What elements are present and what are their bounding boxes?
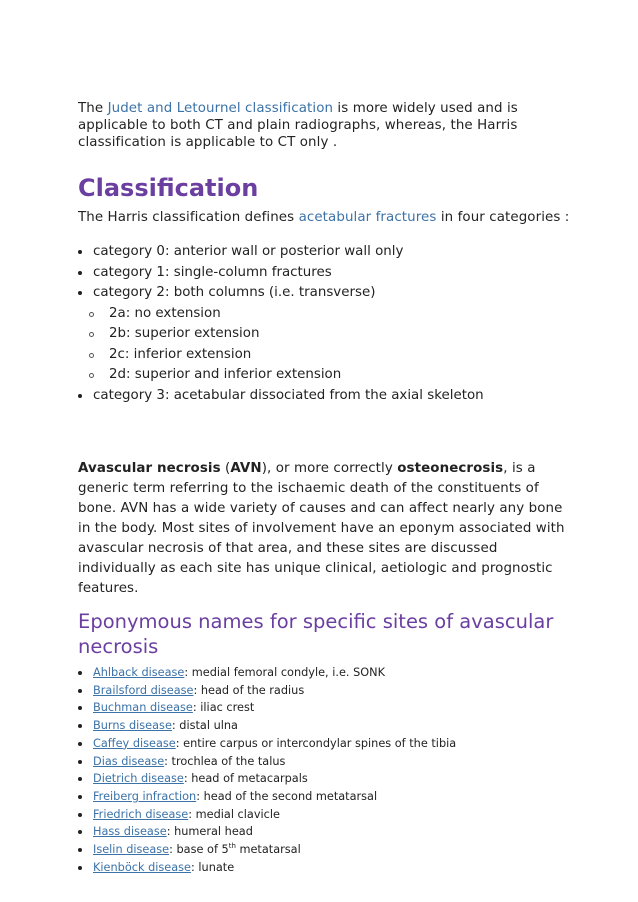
eponym-list xyxy=(78,664,578,876)
list-item xyxy=(78,859,578,877)
avn-text: , is a generic term referring to the ischaemic death of the constituents of bone. AVN has a wide variety of causes and can affect nearly any bone in the body. Most sites of involvement have an eponym associated with avascular necrosis of that area, and these sites are discussed individually as each site has unique clinical, aetiologic and prognostic features. xyxy=(78,461,565,596)
list-item: category 2: both columns (i.e. transverse) xyxy=(78,283,578,304)
burns-disease-link[interactable]: Burns disease xyxy=(93,719,172,733)
iselin-disease-link[interactable]: Iselin disease xyxy=(93,843,170,857)
eponym-description: : head of the radius xyxy=(193,683,305,697)
list-item xyxy=(78,664,578,682)
list-item xyxy=(78,770,578,788)
judet-letournel-link[interactable]: Judet and Letournel classification xyxy=(107,101,334,116)
eponym-description: : entire carpus or intercondylar spines of the tibia xyxy=(175,736,457,750)
freiberg-infraction-link[interactable]: Freiberg infraction xyxy=(93,789,197,803)
eponym-description: : iliac crest xyxy=(192,701,255,715)
avn-term: Avascular necrosis xyxy=(78,461,221,476)
list-item: category 1: single-column fractures xyxy=(78,263,578,284)
document-page xyxy=(78,100,578,876)
buchman-disease-link[interactable]: Buchman disease xyxy=(93,701,193,715)
intro-text-end: is more widely used and is applicable to both CT and plain radiographs, whereas, the Harris classification is applicable to CT only . xyxy=(78,101,518,150)
brailsford-disease-link[interactable]: Brailsford disease xyxy=(93,683,194,697)
list-item: category 0: anterior wall or posterior wall only xyxy=(78,242,578,263)
eponym-description: : medial femoral condyle, i.e. SONK xyxy=(184,666,386,679)
eponym-description: : head of the second metatarsal xyxy=(196,789,378,803)
eponym-description: : humeral head xyxy=(166,825,253,839)
list-item xyxy=(78,699,578,717)
list-item xyxy=(78,788,578,806)
avn-text: ), or more correctly xyxy=(261,461,398,476)
friedrich-disease-link[interactable]: Friedrich disease xyxy=(93,807,189,821)
kienbock-disease-link[interactable]: Kienböck disease xyxy=(93,860,191,874)
list-item xyxy=(78,823,578,841)
avn-abbreviation: AVN xyxy=(230,461,262,476)
list-item xyxy=(78,806,578,824)
lead-text-start: The Harris classification defines xyxy=(78,210,299,225)
sub-list-item: 2a: no extension xyxy=(78,304,578,325)
intro-paragraph xyxy=(78,100,578,151)
list-item xyxy=(78,753,578,771)
sub-list-item: 2b: superior extension xyxy=(78,324,578,345)
classification-heading: Classification xyxy=(78,174,259,202)
list-item xyxy=(78,682,578,700)
sub-list-item: 2d: superior and inferior extension xyxy=(78,365,578,386)
eponym-description: metatarsal xyxy=(235,843,301,857)
list-item xyxy=(78,735,578,753)
avn-paragraph xyxy=(78,459,578,599)
classification-lead xyxy=(78,209,578,226)
ordinal-superscript: th xyxy=(228,842,236,851)
intro-text-start: The xyxy=(78,101,108,116)
dias-disease-link[interactable]: Dias disease xyxy=(93,754,165,768)
avn-text: ( xyxy=(220,461,231,476)
eponym-description: : base of 5 xyxy=(169,843,229,857)
lead-text-end: in four categories : xyxy=(436,210,570,225)
ahlback-disease-link[interactable]: Ahlback disease xyxy=(93,666,185,679)
harris-category-list xyxy=(78,242,578,406)
list-item xyxy=(78,717,578,735)
hass-disease-link[interactable]: Hass disease xyxy=(93,825,167,839)
eponym-description: : trochlea of the talus xyxy=(164,754,286,768)
sub-list-item: 2c: inferior extension xyxy=(78,345,578,366)
list-item: category 3: acetabular dissociated from the axial skeleton xyxy=(78,386,578,407)
acetabular-fractures-link[interactable]: acetabular fractures xyxy=(298,210,437,225)
eponym-description: : distal ulna xyxy=(171,719,238,733)
eponym-description: : medial clavicle xyxy=(188,807,280,821)
eponym-description: : lunate xyxy=(191,860,235,874)
eponym-description: : head of metacarpals xyxy=(183,772,308,786)
eponyms-heading: Eponymous names for specific sites of avascular necrosis xyxy=(78,610,554,658)
dietrich-disease-link[interactable]: Dietrich disease xyxy=(93,772,184,786)
list-item xyxy=(78,841,578,859)
osteonecrosis-term: osteonecrosis xyxy=(397,461,504,476)
caffey-disease-link[interactable]: Caffey disease xyxy=(93,736,176,750)
